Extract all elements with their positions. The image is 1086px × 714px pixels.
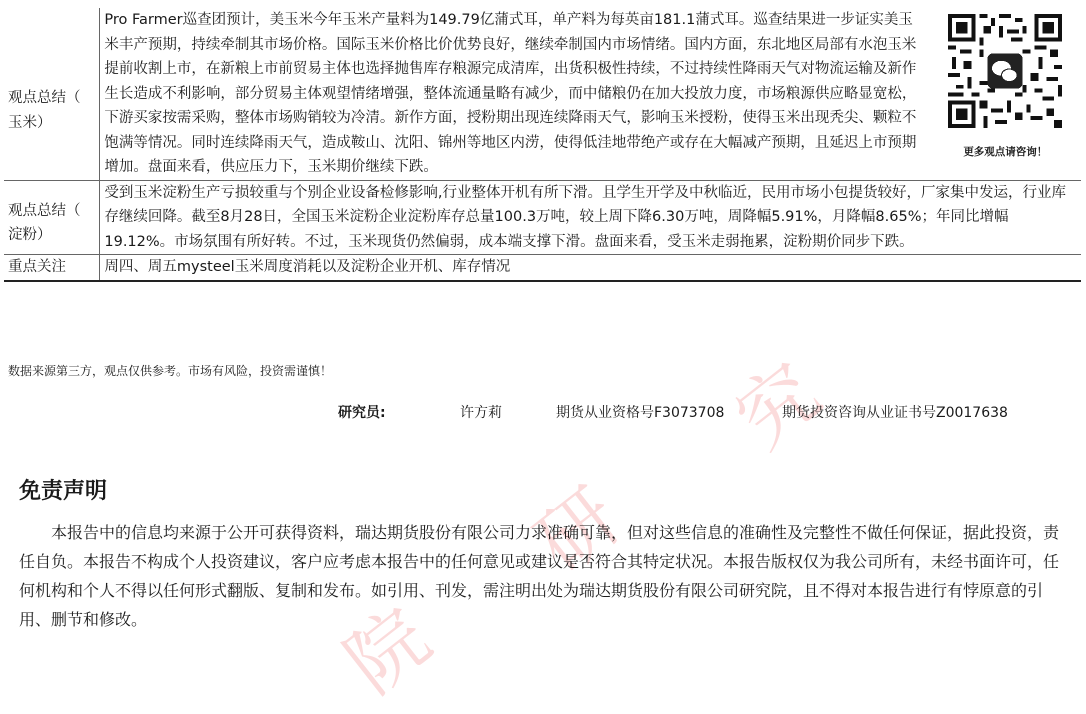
focus-text: 周四、周五mysteel玉米周度消耗以及淀粉企业开机、库存情况 bbox=[104, 259, 511, 275]
starch-summary-text: 受到玉米淀粉生产亏损较重与个别企业设备检修影响,行业整体开机有所下滑。且学生开学及中秋临近，民用市场小包提货较好，厂家集中发运，行业库存继续回降。截至8月28日，全国玉米淀粉企业淀粉库存总量100.3万吨，较上周下降6.30万吨，周降幅5.91%，月降幅8.65%；年同比增幅19.12%。市场氛围有所好转。不过，玉米现货仍然偏弱，成本端支撑下滑。盘面来看，受玉米走弱拖累，淀粉期价同步下跌。 bbox=[104, 184, 1066, 250]
qr-caption: 更多观点请咨询！ bbox=[963, 146, 1048, 158]
disclaimer-body: 本报告中的信息均来源于公开可获得资料，瑞达期货股份有限公司力求准确可靠，但对这些信息的准确性及完整性不做任何保证，据此投资，责任自负。本报告不构成个人投资建议，客户应考虑本报告中的任何意见或建议是否符合其特定状况。本报告版权仅为我公司所有，未经书面许可，任何机构和个人不得以任何形式翻版、复制和发布。如引用、刊发，需注明出处为瑞达期货股份有限公司研究院，且不得对本报告进行有悖原意的引用、删节和修改。 bbox=[19, 523, 1060, 629]
row-label bbox=[4, 8, 100, 180]
wechat-qr-code-icon bbox=[948, 14, 1062, 128]
researcher-name: 许方莉 bbox=[460, 405, 502, 421]
row-label-line: 重点关注 bbox=[8, 259, 66, 275]
researcher-qualification: 期货从业资格号F3073708 bbox=[556, 405, 725, 421]
disclaimer-title: 免责声明 bbox=[19, 479, 108, 504]
table-row bbox=[4, 255, 1081, 281]
researcher-label: 研究员: bbox=[338, 405, 386, 421]
risk-note: 数据来源第三方，观点仅供参考。市场有风险，投资需谨慎！ bbox=[8, 364, 333, 378]
table-row bbox=[4, 180, 1081, 255]
row-label-line: 观点总结（ bbox=[8, 202, 81, 219]
table-row bbox=[4, 8, 1081, 180]
watermark-char: 究 bbox=[719, 347, 837, 466]
row-label-line: 观点总结（ bbox=[8, 90, 81, 106]
watermark-char: 院 bbox=[329, 592, 447, 711]
qr-cell bbox=[930, 8, 1081, 180]
row-label-line: 玉米） bbox=[8, 114, 52, 131]
row-label bbox=[4, 255, 100, 281]
researcher-consulting-license: 期货投资咨询从业证书号Z0017638 bbox=[782, 405, 1008, 421]
row-label bbox=[4, 180, 100, 255]
row-label-line: 淀粉） bbox=[8, 227, 52, 243]
watermark-char: 研 bbox=[519, 472, 637, 591]
views-table bbox=[4, 8, 1081, 282]
corn-summary-text: Pro Farmer巡查团预计，美玉米今年玉米产量料为149.79亿蒲式耳，单产料为每英亩181.1蒲式耳。巡查结果进一步证实美玉米丰产预期，持续牵制其市场价格。国际玉米价格比价优势良好，继续牵制国内市场情绪。国内方面，东北地区局部有水泡玉米提前收割上市，在新粮上市前贸易主体也选择抛售库存粮源完成清库，出货积极性持续，不过持续性降雨天气对物流运输及新作生长造成不利影响，部分贸易主体观望情绪增强，整体流通量略有减少，而中储粮仍在加大投放力度，市场粮源供应略显宽松，下游买家按需采购，整体市场购销较为冷清。新作方面，授粉期出现连续降雨天气，影响玉米授粉，使得玉米出现秃尖、颗粒不饱满等情况。同时连续降雨天气，造成鞍山、沈阳、锦州等地区内涝，使得低洼地带绝产或存在大幅减产预期，且延迟上市预期增加。盘面来看，供应压力下，玉米期价继续下跌。 bbox=[104, 12, 917, 175]
